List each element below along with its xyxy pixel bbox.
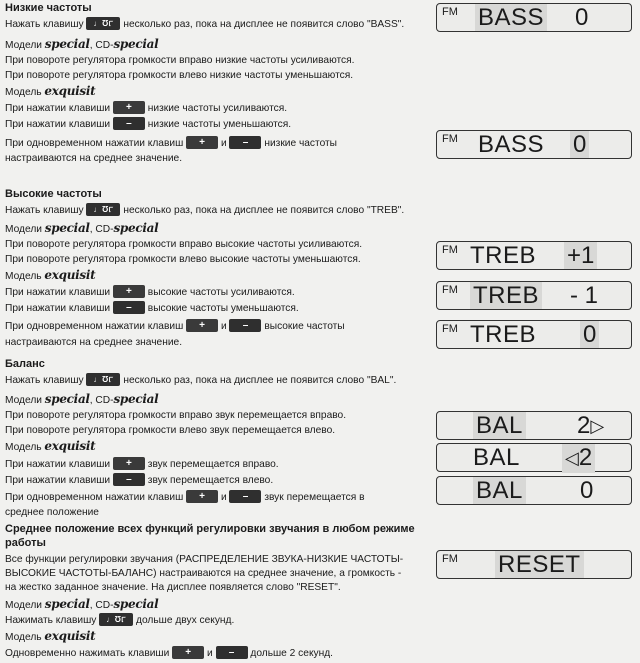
- bass-rot-right: При повороте регулятора громкости вправо низкие частоты усиливаются.: [5, 55, 355, 66]
- display-value: - 1: [570, 282, 599, 309]
- press-text-end: несколько раз, пока на дисплее не появится слово "BAL".: [123, 375, 397, 387]
- bass-rot-left: При повороте регулятора громкости влево низкие частоты уменьшаются.: [5, 70, 354, 81]
- minus-key-icon: –: [113, 117, 145, 130]
- simul-text: Одновременно нажимать клавиши: [5, 648, 170, 660]
- exquisit-logo: exquisit: [44, 84, 96, 98]
- reset-heading-1: Среднее положение всех функций регулировки звучания в любом режиме: [5, 523, 415, 535]
- balance-models-line: [5, 393, 158, 407]
- bass-simul-cont: настраиваются на среднее значение.: [5, 153, 183, 164]
- models-label: Модели: [5, 395, 42, 406]
- balance-model-exquisit: [5, 440, 95, 454]
- model-label: Модель: [5, 632, 42, 643]
- display-reset: [436, 550, 632, 579]
- fm-label: FM: [442, 323, 458, 335]
- hold-text: Нажимать клавишу: [5, 615, 97, 627]
- reset-body-1: Все функции регулировки звучания (РАСПРЕДЕЛЕНИЕ ЗВУКА-НИЗКИЕ ЧАСТОТЫ-: [5, 554, 404, 565]
- press-text: Нажать клавишу: [5, 375, 84, 387]
- models-label: Модели: [5, 600, 42, 611]
- bass-press-line: [5, 18, 404, 31]
- display-treb-down: [436, 281, 632, 310]
- minus-key-icon: –: [113, 473, 145, 486]
- treble-simul-cont: настраиваются на среднее значение.: [5, 337, 183, 348]
- minus-key-icon: –: [229, 490, 261, 503]
- plus-key-icon: +: [186, 319, 218, 332]
- sound-key-icon: ♩Ʊ୮: [86, 373, 120, 386]
- treble-down-text: высокие частоты уменьшаются.: [147, 303, 299, 315]
- treble-up-text: высокие частоты усиливаются.: [147, 287, 295, 299]
- display-value: 0: [580, 321, 599, 348]
- model-label: Модель: [5, 87, 42, 98]
- treble-models-line: [5, 222, 158, 236]
- display-word: TREB: [470, 242, 537, 269]
- model-label: Модель: [5, 271, 42, 282]
- treble-press-line: [5, 204, 404, 217]
- press-key-text: При нажатии клавиши: [5, 103, 111, 115]
- treble-rot-right: При повороте регулятора громкости вправо высокие частоты усиливаются.: [5, 239, 363, 250]
- models-label: Модели: [5, 40, 42, 51]
- special-logo: special: [44, 392, 90, 406]
- bal-right-value: 2: [577, 412, 591, 439]
- and-text: и: [220, 492, 227, 504]
- minus-key-icon: –: [229, 136, 261, 149]
- plus-key-icon: +: [113, 457, 145, 470]
- display-word: BASS: [475, 4, 547, 31]
- fm-label: FM: [442, 133, 458, 145]
- balance-press-line: [5, 374, 396, 387]
- display-bal-left: [436, 443, 632, 472]
- fm-label: FM: [442, 284, 458, 296]
- special-logo: special: [113, 597, 159, 611]
- reset-body-3: на жестко заданное значение. На дисплее появляется слово "RESET".: [5, 582, 341, 593]
- press-text: Нажать клавишу: [5, 205, 84, 217]
- exquisit-logo: exquisit: [44, 629, 96, 643]
- plus-key-icon: +: [186, 136, 218, 149]
- cd-prefix: , CD-: [89, 395, 114, 406]
- treble-model-exquisit: [5, 269, 95, 283]
- arrow-left-icon: ◁: [565, 448, 579, 468]
- special-logo: special: [44, 597, 90, 611]
- bass-simul-line: [5, 137, 337, 150]
- plus-key-icon: +: [113, 285, 145, 298]
- bass-model-exquisit: [5, 85, 95, 99]
- display-value: 0: [570, 131, 589, 158]
- minus-key-icon: –: [216, 646, 248, 659]
- and-text: и: [220, 138, 227, 150]
- display-value: 0: [575, 4, 589, 31]
- treble-rot-left: При повороте регулятора громкости влево высокие частоты уменьшаются.: [5, 254, 361, 265]
- balance-down-line: [5, 474, 273, 487]
- display-treb-up: [436, 241, 632, 270]
- display-word: BASS: [478, 131, 545, 158]
- treble-heading: Высокие частоты: [5, 188, 102, 200]
- sound-key-icon: ♩Ʊ୮: [86, 17, 120, 30]
- press-key-text: При нажатии клавиши: [5, 303, 111, 315]
- display-treb-mid: [436, 320, 632, 349]
- balance-down-text: звук перемещается влево.: [147, 475, 274, 487]
- balance-rot-right: При повороте регулятора громкости вправо звук перемещается вправо.: [5, 410, 347, 421]
- exquisit-logo: exquisit: [44, 268, 96, 282]
- bass-up-line: [5, 102, 287, 115]
- plus-key-icon: +: [186, 490, 218, 503]
- display-word: TREB: [470, 321, 537, 348]
- plus-key-icon: +: [113, 101, 145, 114]
- display-word: RESET: [495, 551, 584, 578]
- simul-text: При одновременном нажатии клавиш: [5, 492, 184, 504]
- display-value: +1: [564, 242, 597, 269]
- reset-simul-line: [5, 647, 333, 660]
- press-key-text: При нажатии клавиши: [5, 119, 111, 131]
- reset-hold-line: [5, 614, 234, 627]
- display-bal-right: [436, 411, 632, 440]
- balance-heading: Баланс: [5, 358, 45, 370]
- cd-prefix: , CD-: [89, 224, 114, 235]
- simul-text: При одновременном нажатии клавиш: [5, 321, 184, 333]
- press-key-text: При нажатии клавиши: [5, 287, 111, 299]
- minus-key-icon: –: [229, 319, 261, 332]
- arrow-right-icon: ▷: [590, 416, 605, 436]
- balance-rot-left: При повороте регулятора громкости влево звук перемещается влево.: [5, 425, 336, 436]
- bass-down-line: [5, 118, 291, 131]
- press-key-text: При нажатии клавиши: [5, 475, 111, 487]
- display-word: TREB: [470, 282, 542, 309]
- bal-left-value: 2: [578, 444, 593, 471]
- special-logo: special: [113, 37, 159, 51]
- display-word: BAL: [473, 444, 520, 471]
- balance-up-text: звук перемещается вправо.: [147, 459, 279, 471]
- and-text: и: [206, 648, 213, 660]
- balance-simul-line: [5, 491, 365, 504]
- special-logo: special: [44, 221, 90, 235]
- and-text: и: [220, 321, 227, 333]
- models-label: Модели: [5, 224, 42, 235]
- balance-simul-cont: среднее положение: [5, 507, 99, 518]
- reset-model-exquisit: [5, 630, 95, 644]
- bass-heading: Низкие частоты: [5, 2, 92, 14]
- special-logo: special: [113, 392, 159, 406]
- exquisit-logo: exquisit: [44, 439, 96, 453]
- press-text-end: несколько раз, пока на дисплее не появится слово "TREB".: [123, 205, 405, 217]
- balance-up-line: [5, 458, 279, 471]
- treble-simul-text: высокие частоты: [264, 321, 345, 333]
- sound-key-icon: ♩Ʊ୮: [86, 203, 120, 216]
- cd-prefix: , CD-: [89, 40, 114, 51]
- cd-prefix: , CD-: [89, 600, 114, 611]
- balance-simul-text: звук перемещается в: [264, 492, 365, 504]
- treble-up-line: [5, 286, 295, 299]
- display-value: 0: [580, 477, 594, 504]
- plus-key-icon: +: [172, 646, 204, 659]
- minus-key-icon: –: [113, 301, 145, 314]
- press-key-text: При нажатии клавиши: [5, 459, 111, 471]
- bass-down-text: низкие частоты уменьшаются.: [147, 119, 292, 131]
- bass-simul-text: низкие частоты: [264, 138, 338, 150]
- fm-label: FM: [442, 6, 458, 18]
- display-bass-1: [436, 3, 632, 32]
- display-value: [577, 412, 604, 441]
- display-value: [562, 444, 595, 473]
- display-word: BAL: [473, 412, 526, 439]
- bass-models-line: [5, 38, 158, 52]
- press-text: Нажать клавишу: [5, 19, 84, 31]
- bass-up-text: низкие частоты усиливаются.: [147, 103, 288, 115]
- reset-models-line: [5, 598, 158, 612]
- display-bass-2: [436, 130, 632, 159]
- fm-label: FM: [442, 244, 458, 256]
- sound-key-icon: ♩Ʊ୮: [99, 613, 133, 626]
- special-logo: special: [113, 221, 159, 235]
- treble-down-line: [5, 302, 299, 315]
- display-word: BAL: [473, 477, 526, 504]
- reset-heading-2: работы: [5, 537, 46, 549]
- model-label: Модель: [5, 442, 42, 453]
- reset-simul-text: дольше 2 секунд.: [250, 648, 334, 660]
- fm-label: FM: [442, 553, 458, 565]
- simul-text: При одновременном нажатии клавиш: [5, 138, 184, 150]
- hold-text-end: дольше двух секунд.: [136, 615, 235, 627]
- treble-simul-line: [5, 320, 345, 333]
- press-text-end: несколько раз, пока на дисплее не появится слово "BASS".: [123, 19, 405, 31]
- reset-body-2: ВЫСОКИЕ ЧАСТОТЫ-БАЛАНС) настраиваются на среднее значение, а громкость -: [5, 568, 402, 579]
- display-bal-mid: [436, 476, 632, 505]
- special-logo: special: [44, 37, 90, 51]
